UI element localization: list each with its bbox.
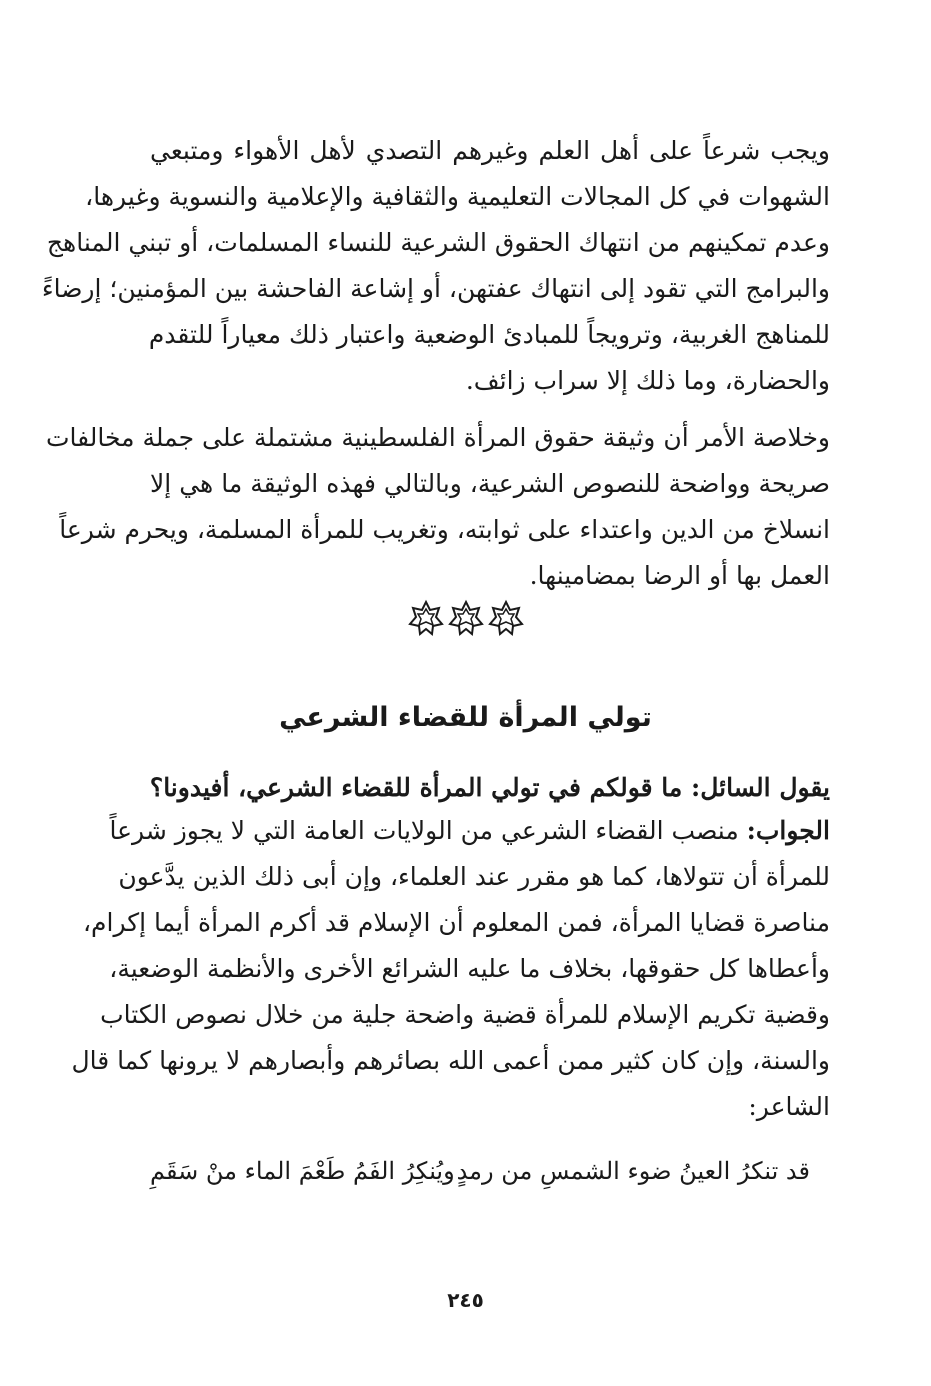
answer-first-line-text: منصب القضاء الشرعي من الولايات العامة التي لا يجوز شرعاً [109, 816, 739, 845]
paragraph-line: مناصرة قضايا المرأة، فمن المعلوم أن الإسلام قد أكرم المرأة أيما إكرام، [82, 908, 830, 937]
paragraph-line: انسلاخ من الدين واعتداء على ثوابته، وتغريب للمرأة المسلمة، ويحرم شرعاً [59, 515, 830, 544]
paragraph-answer [71, 808, 830, 1130]
paragraph-line: وعدم تمكينهم من انتهاك الحقوق الشرعية للنساء المسلمات، أو تبني المناهج [46, 228, 830, 257]
paragraph-scholars-duty [41, 128, 830, 404]
star-ornament-icon [488, 600, 524, 636]
verse-second-hemistich: ويُنكِرُ الفَمُ طَعْمَ الماء منْ سَقَمِ [150, 1157, 455, 1185]
section-heading: تولي المرأة للقضاء الشرعي [279, 702, 652, 733]
star-ornament-icon [448, 600, 484, 636]
paragraph-line: صريحة وواضحة للنصوص الشرعية، وبالتالي فهذه الوثيقة ما هي إلا [150, 469, 830, 498]
answer-first-line [109, 808, 830, 854]
section-divider-ornament [0, 600, 931, 636]
paragraph-line: والبرامج التي تقود إلى انتهاك عفتهن، أو إشاعة الفاحشة بين المؤمنين؛ إرضاءً [41, 274, 830, 303]
paragraph-line: والحضارة، وما ذلك إلا سراب زائف. [465, 366, 830, 395]
paragraph-line: والسنة، وإن كان كثير ممن أعمى الله بصائرهم وأبصارهم لا يرونها كما قال [71, 1046, 830, 1075]
paragraph-line: العمل بها أو الرضا بمضامينها. [529, 561, 830, 590]
paragraph-line: الشهوات في كل المجالات التعليمية والثقافية والإعلامية والنسوية وغيرها، [85, 182, 830, 211]
paragraph-line: وأعطاها كل حقوقها، بخلاف ما عليه الشرائع الأخرى والأنظمة الوضعية، [109, 954, 830, 983]
paragraph-conclusion [45, 415, 830, 599]
paragraph-line: وقضية تكريم الإسلام للمرأة قضية واضحة جلية من خلال نصوص الكتاب [100, 1000, 830, 1029]
star-ornament-icon [408, 600, 444, 636]
question-text: يقول السائل: ما قولكم في تولي المرأة للقضاء الشرعي، أفيدونا؟ [149, 773, 830, 802]
paragraph-line: ويجب شرعاً على أهل العلم وغيرهم التصدي لأهل الأهواء ومتبعي [150, 136, 830, 165]
page-number: ٢٤٥ [447, 1288, 484, 1312]
answer-label: الجواب: [746, 816, 830, 845]
poetry-verse [150, 1148, 810, 1194]
paragraph-line: وخلاصة الأمر أن وثيقة حقوق المرأة الفلسطينية مشتملة على جملة مخالفات [45, 423, 830, 452]
paragraph-line: للمناهج الغربية، وترويجاً للمبادئ الوضعية واعتبار ذلك معياراً للتقدم [148, 320, 830, 349]
verse-first-hemistich: قد تنكرُ العينُ ضوء الشمسِ من رمدٍ [456, 1157, 810, 1185]
paragraph-line: الشاعر: [748, 1092, 830, 1121]
paragraph-line: للمرأة أن تتولاها، كما هو مقرر عند العلماء، وإن أبى ذلك الذين يدَّعون [118, 862, 830, 891]
